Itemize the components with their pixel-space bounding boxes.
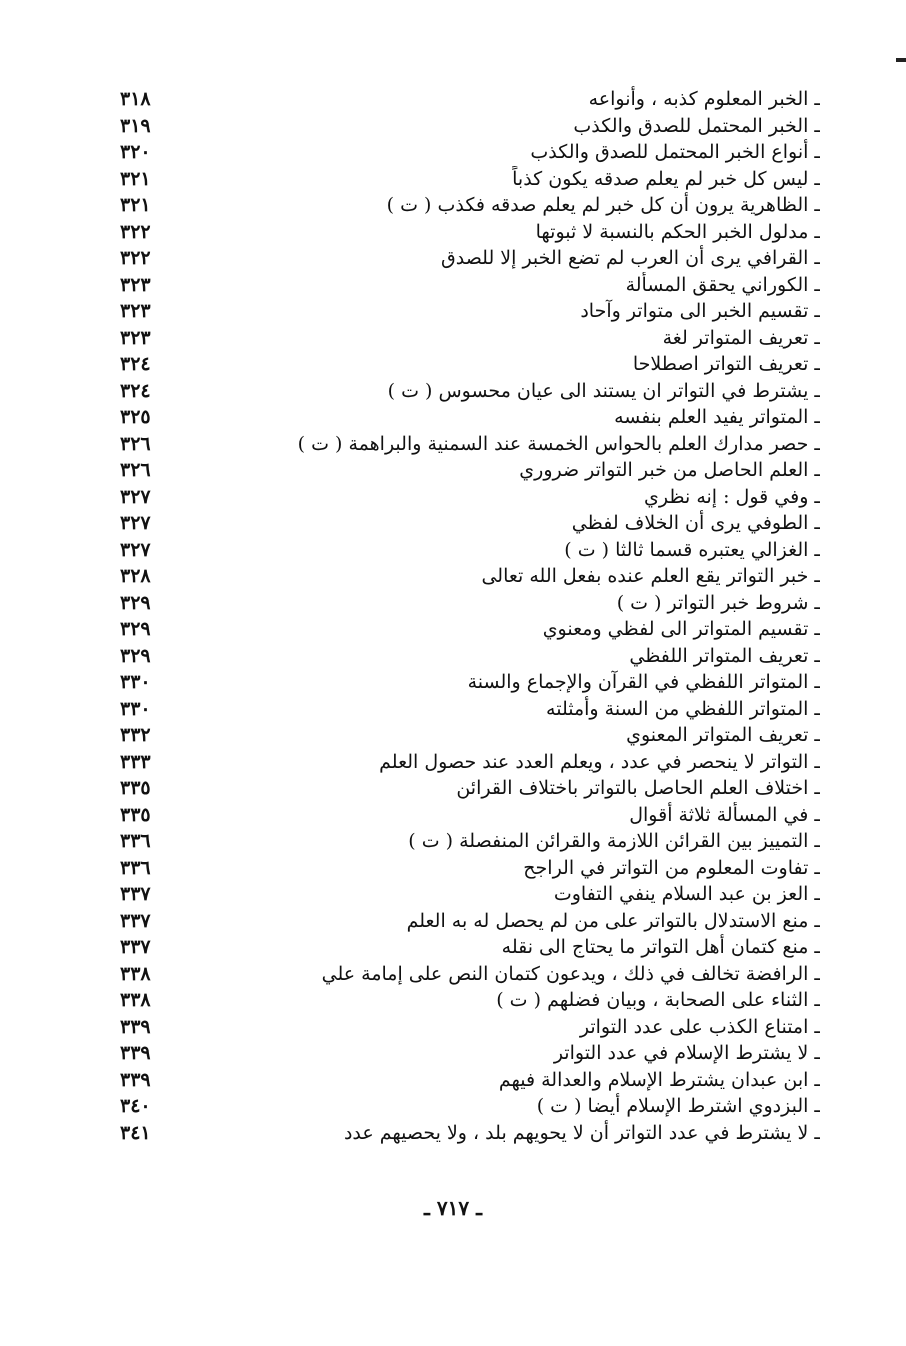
toc-entry-title: ـ تعريف المتواتر المعنوي — [626, 724, 820, 746]
toc-entry-page-number: ٣٣٥ — [120, 803, 151, 826]
toc-entry-title: ـ المتواتر اللفظي من السنة وأمثلته — [546, 697, 820, 720]
toc-entry — [120, 987, 820, 1014]
page-number: ـ ٧١٧ ـ — [424, 1196, 482, 1220]
toc-entry-title: ـ الغزالي يعتبره قسما ثالثا ( ت ) — [564, 538, 820, 561]
toc-entry — [120, 722, 820, 749]
toc-entry — [120, 1014, 820, 1041]
toc-entry-title: ـ اختلاف العلم الحاصل بالتواتر باختلاف القرائن — [456, 777, 820, 799]
toc-entry — [120, 431, 820, 458]
toc-entry-title: ـ البزدوي اشترط الإسلام أيضا ( ت ) — [536, 1095, 820, 1117]
toc-entry — [120, 404, 820, 431]
toc-entry-page-number: ٣٣٣ — [120, 750, 151, 773]
toc-entry-title: ـ منع الاستدلال بالتواتر على من لم يحصل له به العلم — [406, 909, 820, 932]
toc-entry-page-number: ٣٢٨ — [120, 565, 151, 587]
toc-entry-title: ـ الكوراني يحقق المسألة — [625, 273, 820, 296]
toc-entry — [120, 1120, 820, 1147]
toc-entry-page-number: ٣٣٢ — [120, 724, 151, 746]
toc-entry-title: ـ ليس كل خبر لم يعلم صدقه يكون كذباً — [512, 167, 820, 190]
toc-entry — [120, 298, 820, 325]
toc-entry — [120, 86, 820, 113]
toc-entry-page-number: ٣٣٩ — [120, 1042, 151, 1064]
toc-entry — [120, 1040, 820, 1067]
toc-entry-page-number: ٣٢٢ — [120, 220, 151, 243]
toc-entry — [120, 1067, 820, 1094]
toc-entry-title: ـ العز بن عبد السلام ينفي التفاوت — [553, 883, 820, 905]
toc-entry-page-number: ٣٢٧ — [120, 538, 151, 561]
toc-entry-title: ـ وفي قول : إنه نظري — [644, 485, 820, 508]
toc-entry-title: ـ الظاهرية يرون أن كل خبر لم يعلم صدقه فكذب ( ت ) — [386, 194, 820, 216]
toc-entry-title: ـ يشترط في التواتر ان يستند الى عيان محسوس ( ت ) — [387, 379, 820, 402]
toc-entry-title: ـ القرافي يرى أن العرب لم تضع الخبر إلا للصدق — [440, 247, 820, 269]
toc-entry-title: ـ امتناع الكذب على عدد التواتر — [579, 1015, 820, 1038]
toc-entry-page-number: ٣٢٠ — [120, 141, 151, 163]
toc-entry — [120, 828, 820, 855]
toc-entry-page-number: ٣٣٨ — [120, 989, 151, 1011]
toc-entry-title: ـ الخبر المعلوم كذبه ، وأنواعه — [588, 88, 820, 110]
toc-entry — [120, 1093, 820, 1120]
toc-entry — [120, 934, 820, 961]
toc-entry-page-number: ٣٣٦ — [120, 830, 151, 852]
toc-entry-page-number: ٣٢٤ — [120, 353, 151, 375]
toc-entry-title: ـ تعريف المتواتر لغة — [662, 326, 820, 349]
toc-entry-page-number: ٣٢٦ — [120, 432, 151, 455]
toc-entry-page-number: ٣٢٩ — [120, 644, 151, 667]
toc-entry — [120, 775, 820, 802]
toc-entry-page-number: ٣٢٩ — [120, 591, 151, 614]
toc-entry-page-number: ٣٣٥ — [120, 777, 151, 799]
toc-entry — [120, 563, 820, 590]
toc-entry — [120, 325, 820, 352]
toc-entry-title: ـ التواتر لا ينحصر في عدد ، ويعلم العدد عند حصول العلم — [379, 750, 820, 773]
toc-entry-title: ـ تقسيم الخبر الى متواتر وآحاد — [580, 300, 820, 322]
toc-entry — [120, 590, 820, 617]
toc-entry-page-number: ٣٤٠ — [120, 1095, 151, 1117]
toc-entry-title: ـ المتواتر اللفظي في القرآن والإجماع والسنة — [467, 671, 820, 693]
toc-entry-title: ـ خبر التواتر يقع العلم عنده بفعل الله تعالى — [481, 565, 820, 587]
toc-entry-page-number: ٣٢١ — [120, 167, 151, 190]
toc-entry-title: ـ أنواع الخبر المحتمل للصدق والكذب — [530, 141, 820, 163]
toc-entry-page-number: ٣١٩ — [120, 114, 151, 137]
toc-entry-title: ـ ابن عبدان يشترط الإسلام والعدالة فيهم — [498, 1068, 820, 1091]
toc-entry — [120, 457, 820, 484]
toc-entry — [120, 961, 820, 988]
toc-entry-title: ـ في المسألة ثلاثة أقوال — [629, 803, 820, 826]
toc-entry-page-number: ٣٣٧ — [120, 883, 151, 905]
toc-entry-page-number: ٣٣٧ — [120, 936, 151, 958]
toc-entry — [120, 139, 820, 166]
toc-entry-title: ـ لا يشترط في عدد التواتر أن لا يحويهم بلد ، ولا يحصيهم عدد — [343, 1121, 820, 1144]
toc-entry — [120, 537, 820, 564]
toc-entry — [120, 272, 820, 299]
toc-entry-page-number: ٣٣٦ — [120, 856, 151, 879]
toc-entry-title: ـ تعريف التواتر اصطلاحا — [632, 353, 820, 375]
toc-entry-title: ـ الخبر المحتمل للصدق والكذب — [573, 114, 820, 137]
toc-entry-page-number: ٣٢١ — [120, 194, 151, 216]
toc-entry-page-number: ٣٣٧ — [120, 909, 151, 932]
toc-entry-title: ـ المتواتر يفيد العلم بنفسه — [614, 406, 820, 428]
scan-edge-mark — [896, 58, 906, 62]
toc-entry — [120, 669, 820, 696]
toc-entry — [120, 510, 820, 537]
toc-entry — [120, 616, 820, 643]
toc-entry-title: ـ مدلول الخبر الحكم بالنسبة لا ثبوتها — [535, 220, 820, 243]
toc-entry — [120, 643, 820, 670]
toc-entry-title: ـ الثناء على الصحابة ، وبيان فضلهم ( ت ) — [496, 989, 820, 1011]
toc-entry-page-number: ٣٤١ — [120, 1121, 151, 1144]
toc-entry-title: ـ الرافضة تخالف في ذلك ، ويدعون كتمان النص على إمامة علي — [321, 962, 820, 985]
toc-entry-page-number: ٣٢٧ — [120, 485, 151, 508]
toc-entry — [120, 113, 820, 140]
toc-entry-page-number: ٣٣٩ — [120, 1015, 151, 1038]
toc-entry — [120, 855, 820, 882]
toc-entry-title: ـ العلم الحاصل من خبر التواتر ضروري — [519, 459, 820, 481]
toc-entry-title: ـ حصر مدارك العلم بالحواس الخمسة عند السمنية والبراهمة ( ت ) — [297, 432, 820, 455]
toc-entry — [120, 484, 820, 511]
toc-entry — [120, 749, 820, 776]
toc-entry — [120, 378, 820, 405]
toc-entry — [120, 219, 820, 246]
toc-entry — [120, 351, 820, 378]
toc-entry-title: ـ التمييز بين القرائن اللازمة والقرائن المنفصلة ( ت ) — [408, 830, 820, 852]
toc-entry-title: ـ تفاوت المعلوم من التواتر في الراجح — [523, 856, 820, 879]
toc-entry-page-number: ٣٢٣ — [120, 300, 151, 322]
toc-entry-page-number: ٣٢٩ — [120, 618, 151, 640]
toc-entry — [120, 166, 820, 193]
toc-entry — [120, 245, 820, 272]
toc-entry-page-number: ٣٢٦ — [120, 459, 151, 481]
toc-entry-title: ـ تقسيم المتواتر الى لفظي ومعنوي — [542, 618, 820, 640]
toc-entry-page-number: ٣٢٣ — [120, 326, 151, 349]
toc-entry-page-number: ٣٣٠ — [120, 697, 151, 720]
toc-entry — [120, 192, 820, 219]
toc-entry-title: ـ شروط خبر التواتر ( ت ) — [616, 591, 820, 614]
toc-entry-page-number: ٣٢٧ — [120, 512, 151, 534]
toc-entry-page-number: ٣١٨ — [120, 88, 151, 110]
toc-entry-page-number: ٣٢٢ — [120, 247, 151, 269]
toc-entry-page-number: ٣٣٠ — [120, 671, 151, 693]
table-of-contents — [120, 86, 820, 1146]
toc-entry-title: ـ الطوفي يرى أن الخلاف لفظي — [571, 512, 820, 534]
toc-entry-title: ـ لا يشترط الإسلام في عدد التواتر — [553, 1042, 820, 1064]
toc-entry-title: ـ منع كتمان أهل التواتر ما يحتاج الى نقله — [501, 936, 820, 958]
toc-entry-page-number: ٣٢٣ — [120, 273, 151, 296]
toc-entry — [120, 881, 820, 908]
toc-entry-page-number: ٣٢٤ — [120, 379, 151, 402]
toc-entry-title: ـ تعريف المتواتر اللفظي — [629, 644, 820, 667]
toc-entry-page-number: ٣٢٥ — [120, 406, 151, 428]
toc-entry — [120, 802, 820, 829]
toc-entry-page-number: ٣٣٩ — [120, 1068, 151, 1091]
toc-entry — [120, 696, 820, 723]
toc-entry — [120, 908, 820, 935]
toc-entry-page-number: ٣٣٨ — [120, 962, 151, 985]
